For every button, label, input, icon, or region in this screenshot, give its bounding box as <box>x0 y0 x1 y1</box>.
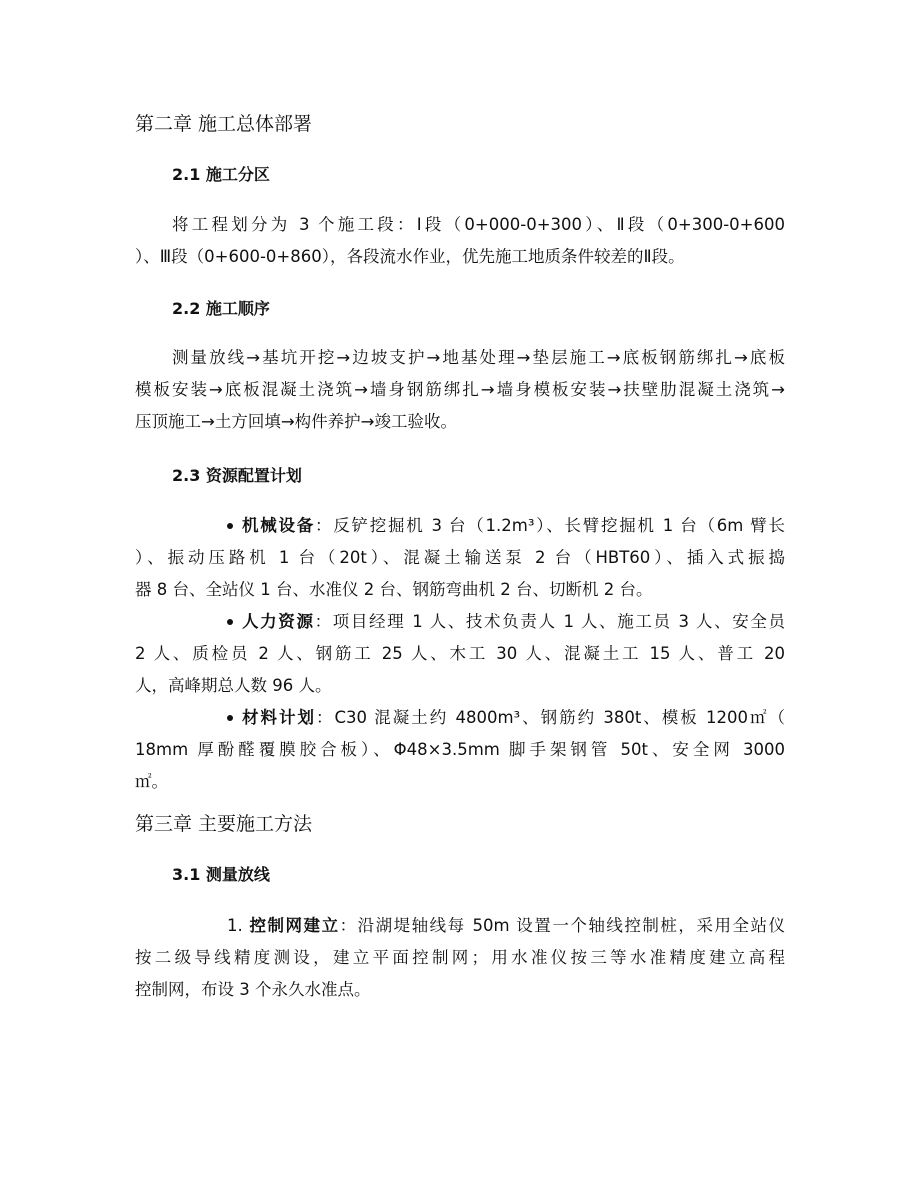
section-2-2-paragraph <box>135 342 785 438</box>
paragraph-line: 压顶施工→土方回填→构件养护→竣工验收。 <box>135 412 457 431</box>
list-item-manpower <box>135 606 785 702</box>
list-item-line: 人，高峰期总人数 96 人。 <box>135 676 332 695</box>
bullet-icon <box>227 715 233 721</box>
list-item-text: ：反铲挖掘机 3 台（1.2m³）、长臂挖掘机 1 台（6m 臂长 <box>315 516 786 535</box>
list-item-label: 机械设备 <box>242 516 316 535</box>
list-item-label: 材料计划 <box>242 708 316 727</box>
section-2-1-paragraph <box>135 209 785 273</box>
item-number: 1. <box>227 916 243 935</box>
item-label: 控制网建立 <box>249 916 340 935</box>
list-item-label: 人力资源 <box>242 612 315 631</box>
list-item-text: ：C30 混凝土约 4800m³、钢筋约 380t、模板 1200㎡（ <box>315 708 785 727</box>
bullet-icon <box>227 523 233 529</box>
chapter-2-title: 第二章 施工总体部署 <box>135 113 313 135</box>
section-2-1-heading: 2.1 施工分区 <box>172 165 270 184</box>
numbered-item-line: 按二级导线精度测设，建立平面控制网；用水准仪按三等水准精度建立高程 <box>135 948 785 967</box>
chapter-3-title: 第三章 主要施工方法 <box>135 813 313 835</box>
list-item-line: 18mm 厚酚醛覆膜胶合板）、Φ48×3.5mm 脚手架钢管 50t、安全网 3000 <box>135 740 785 759</box>
list-item-materials <box>135 702 785 798</box>
section-2-3-heading: 2.3 资源配置计划 <box>172 466 302 485</box>
numbered-item-line: 控制网，布设 3 个永久水准点。 <box>135 980 371 999</box>
list-item-line: ）、振动压路机 1 台（20t）、混凝土输送泵 2 台（HBT60）、插入式振捣 <box>135 548 785 567</box>
numbered-list <box>135 910 785 1006</box>
numbered-item-first-line <box>135 910 785 942</box>
item-text: ：沿湖堤轴线每 50m 设置一个轴线控制桩，采用全站仪 <box>339 916 785 935</box>
paragraph-line: 测量放线→基坑开挖→边坡支护→地基处理→垫层施工→底板钢筋绑扎→底板 <box>172 348 785 367</box>
list-item-text: ：项目经理 1 人、技术负责人 1 人、施工员 3 人、安全员 <box>314 612 786 631</box>
list-item-line: ㎡。 <box>135 772 168 791</box>
paragraph-line: 将工程划分为 3 个施工段：Ⅰ段（0+000-0+300）、Ⅱ段（0+300-0+600 <box>172 215 785 234</box>
list-item-line: 2 人、质检员 2 人、钢筋工 25 人、木工 30 人、混凝土工 15 人、普工 20 <box>135 644 785 663</box>
paragraph-line: 模板安装→底板混凝土浇筑→墙身钢筋绑扎→墙身模板安装→扶壁肋混凝土浇筑→ <box>135 380 785 399</box>
resource-list <box>135 510 785 798</box>
section-2-2-heading: 2.2 施工顺序 <box>172 299 270 318</box>
list-item-line: 器 8 台、全站仪 1 台、水准仪 2 台、钢筋弯曲机 2 台、切断机 2 台。 <box>135 580 653 599</box>
bullet-icon <box>227 619 233 625</box>
section-3-1-heading: 3.1 测量放线 <box>172 865 270 884</box>
paragraph-line: ）、Ⅲ段（0+600-0+860），各段流水作业，优先施工地质条件较差的Ⅱ段。 <box>135 247 685 266</box>
list-item-machinery <box>135 510 785 606</box>
